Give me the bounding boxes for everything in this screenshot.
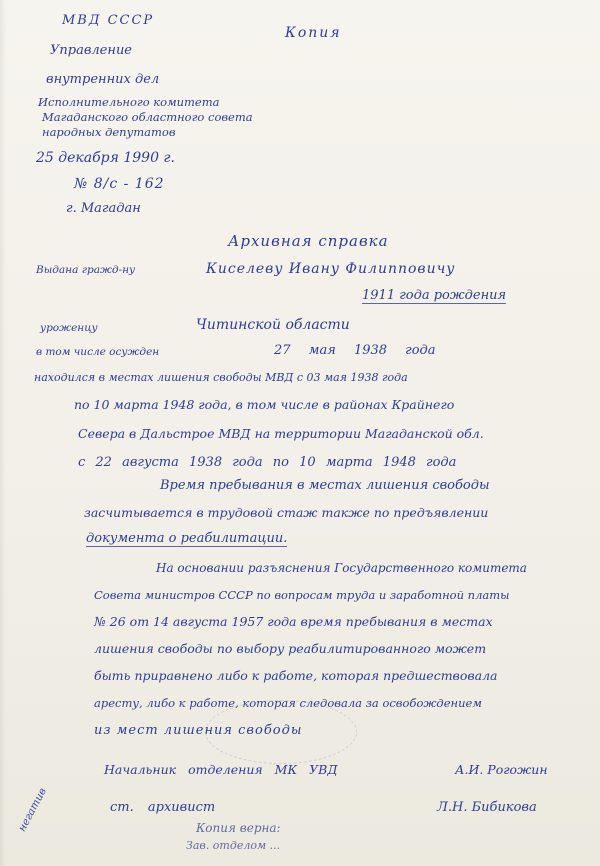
copy-mark: Копия xyxy=(285,25,342,41)
para3-line1: На основании разъяснения Государственного комитета xyxy=(156,561,527,575)
page-fold-shadow xyxy=(0,0,6,866)
native-region: Читинской области xyxy=(196,317,350,333)
para3-line7: из мест лишения свободы xyxy=(94,723,303,738)
chief-signature-name: А.И. Рогожин xyxy=(455,762,548,777)
para3-line3: № 26 от 14 августа 1957 года время пребывания в местах xyxy=(94,614,493,629)
held-line: находился в местах лишения свободы МВД с 03 мая 1938 года xyxy=(34,371,408,384)
ministry-label: МВД СССР xyxy=(62,13,155,28)
dept-line-4: Магаданского областного совета xyxy=(42,110,253,124)
native-label: уроженцу xyxy=(40,322,98,334)
dept-line-5: народных депутатов xyxy=(42,125,176,139)
document-date: 25 декабря 1990 г. xyxy=(36,150,175,166)
certified-by-line: Зав. отделом ... xyxy=(186,839,281,852)
para2-line3: документа о реабилитации. xyxy=(86,531,288,546)
para3-line4: лишения свободы по выбору реабилитированного может xyxy=(94,641,487,656)
para1-line3: с 22 августа 1938 года по 10 марта 1948 года xyxy=(78,455,457,470)
convicted-date: 27 мая 1938 года xyxy=(274,343,436,358)
archivist-name: Л.Н. Бибикова xyxy=(437,800,537,815)
document-city: г. Магадан xyxy=(66,201,141,216)
dept-line-2: внутренних дел xyxy=(46,72,160,87)
certified-copy-line: Копия верна: xyxy=(196,821,281,835)
dept-line-1: Управление xyxy=(50,43,133,58)
archivist-label: ст. архивист xyxy=(110,800,216,815)
para2-line2: засчитывается в трудовой стаж также по предъявлении xyxy=(84,505,489,520)
para1-line2: Севера в Дальстрое МВД на территории Магаданской обл. xyxy=(78,426,484,441)
para2-line1: Время пребывания в местах лишения свободы xyxy=(160,478,490,493)
para1-line1: по 10 марта 1948 года, в том числе в районах Крайнего xyxy=(74,397,455,412)
chief-signature-label: Начальник отделения МК УВД xyxy=(104,762,338,777)
document-number: № 8/с - 162 xyxy=(74,176,165,192)
side-note: негатив xyxy=(16,786,49,834)
convicted-label: в том числе осужден xyxy=(36,346,160,358)
document-title: Архивная справка xyxy=(228,232,389,250)
faded-stamp xyxy=(205,700,357,764)
birth-year: 1911 года рождения xyxy=(362,288,507,303)
para3-line5: быть приравнено либо к работе, которая предшествовала xyxy=(94,668,498,683)
issued-to-name: Киселеву Ивану Филипповичу xyxy=(206,261,456,277)
dept-line-3: Исполнительного комитета xyxy=(38,95,220,109)
para3-line6: аресту, либо к работе, которая следовала за освобождением xyxy=(94,696,482,710)
para3-line2: Совета министров СССР по вопросам труда и заработной платы xyxy=(94,588,510,602)
issued-to-label: Выдана гражд-ну xyxy=(36,264,136,276)
